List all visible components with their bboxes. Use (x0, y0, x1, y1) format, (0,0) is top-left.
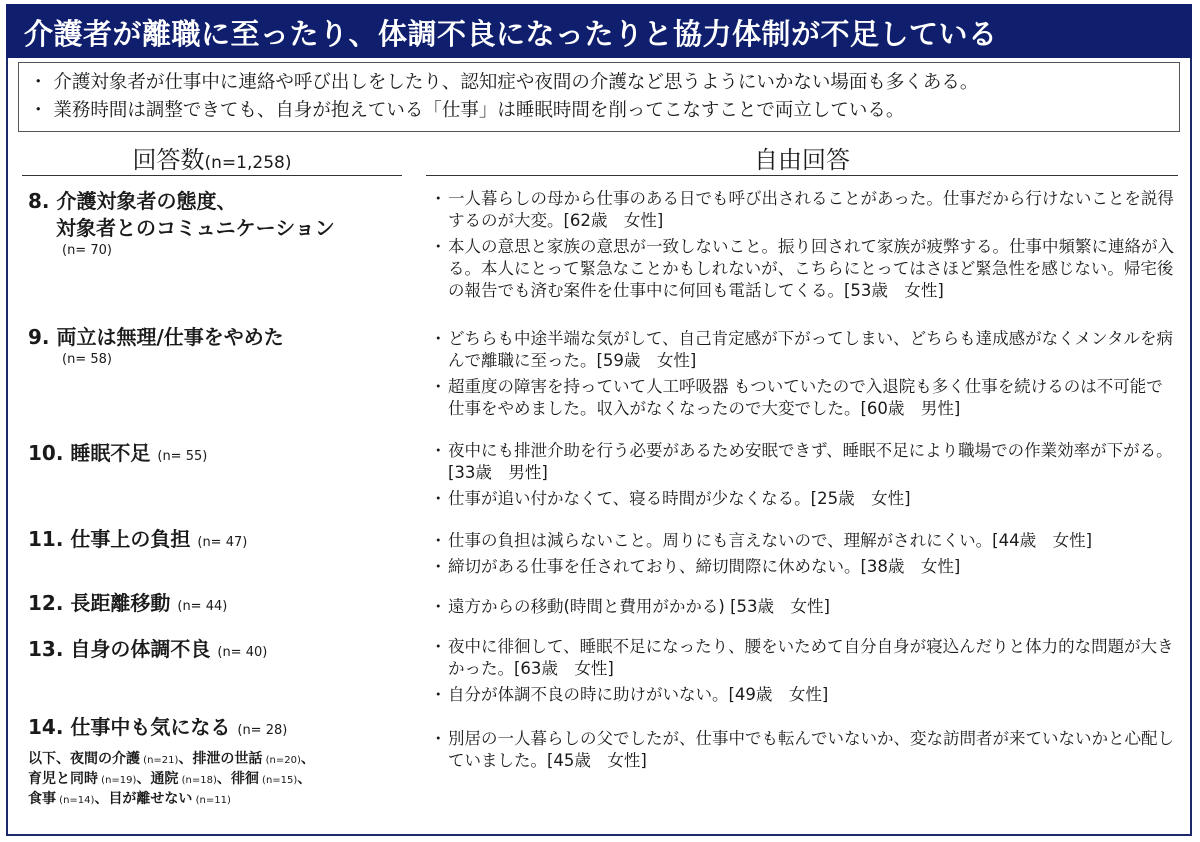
category-count: (n= 58) (62, 352, 112, 367)
other-category-count: (n=18) (178, 775, 217, 786)
other-category-count: (n=15) (258, 775, 298, 786)
category-13 (28, 636, 418, 666)
separator: 、 (178, 751, 193, 767)
answer-item: ・ 遠方からの移動(時間と費用がかかる) [53歳 女性] (432, 596, 1177, 618)
answer-item: ・ 夜中にも排泄介助を行う必要があるため安眠できず、睡眠不足により職場での作業効率が下がる。[33歳 男性] (432, 440, 1177, 484)
other-category-label: 目が離せない (108, 791, 193, 807)
category-title: 9. 両立は無理/仕事をやめた (28, 325, 284, 349)
summary-box (18, 62, 1180, 132)
summary-line: ・ 介護対象者が仕事中に連絡や呼び出しをしたり、認知症や夜間の介護など思うようにいかない場面も多くある。 (29, 72, 979, 93)
separator: 、 (300, 751, 315, 767)
answer-item: ・ 締切がある仕事を任されており、締切間際に休めない。[38歳 女性] (432, 556, 1177, 578)
separator: 、 (136, 771, 151, 787)
other-category-count: (n=14) (56, 795, 95, 806)
answer-item: ・ 本人の意思と家族の意思が一致しないこと。振り回されて家族が疲弊する。仕事中頻繁に連絡が入る。本人にとって緊急なことかもしれないが、こちらにとってはさほど緊急性を感じない。帰宅後の報告でも済む案件を仕事中に何回も電話してくる。[53歳 女性] (432, 236, 1177, 302)
category-title: 14. 仕事中も気になる (28, 715, 231, 739)
category-11 (28, 526, 418, 556)
answers-14 (432, 728, 1177, 776)
category-count: (n= 70) (62, 243, 112, 258)
left-header-label: 回答数 (132, 146, 205, 174)
category-title: 10. 睡眠不足 (28, 441, 151, 465)
left-header-count: (n=1,258) (204, 153, 292, 173)
other-category-label: 育児と同時 (28, 771, 98, 787)
separator: 、 (94, 791, 109, 807)
other-category-label: 以下、夜間の介護 (28, 751, 140, 767)
category-title: 8. 介護対象者の態度、 (28, 189, 237, 213)
answers-11 (432, 530, 1177, 582)
answer-item: ・ 別居の一人暮らしの父でしたが、仕事中でも転んでいないか、変な訪問者が来ていないかと心配していました。[45歳 女性] (432, 728, 1177, 772)
category-count: (n= 47) (197, 535, 248, 550)
separator: 、 (216, 771, 231, 787)
category-title: 13. 自身の体調不良 (28, 637, 211, 661)
category-10 (28, 440, 418, 470)
answers-10 (432, 440, 1177, 514)
other-category-label: 食事 (28, 791, 56, 807)
left-column-header (22, 140, 402, 176)
answer-item: ・ 仕事が追い付かなくて、寝る時間が少なくなる。[25歳 女性] (432, 488, 1177, 510)
category-title: 12. 長距離移動 (28, 591, 171, 615)
category-14 (28, 714, 418, 810)
answer-item: ・ 仕事の負担は減らないこと。周りにも言えないので、理解がされにくい。[44歳 女性] (432, 530, 1177, 552)
other-category-label: 排泄の世話 (192, 751, 263, 767)
other-category-count: (n=20) (262, 755, 301, 766)
other-category-count: (n=21) (140, 755, 179, 766)
category-9 (28, 324, 418, 369)
category-count: (n= 28) (237, 723, 288, 738)
category-title: 11. 仕事上の負担 (28, 527, 191, 551)
category-count: (n= 55) (157, 449, 208, 464)
category-8 (28, 188, 418, 260)
answer-item: ・ 夜中に徘徊して、睡眠不足になったり、腰をいためて自分自身が寝込んだりと体力的な問題が大きかった。[63歳 女性] (432, 636, 1177, 680)
category-count: (n= 44) (177, 599, 228, 614)
category-count: (n= 40) (217, 645, 268, 660)
other-category-count: (n=11) (192, 795, 231, 806)
other-category-label: 徘徊 (230, 771, 259, 787)
answer-item: ・ 自分が体調不良の時に助けがいない。[49歳 女性] (432, 684, 1177, 706)
answers-13 (432, 636, 1177, 710)
category-12 (28, 590, 418, 620)
answers-8 (432, 188, 1177, 306)
right-column-header (426, 140, 1178, 176)
category-title-line2: 対象者とのコミュニケーション (56, 216, 335, 240)
other-category-count: (n=19) (98, 775, 137, 786)
answers-9 (432, 328, 1177, 424)
separator: 、 (297, 771, 312, 787)
answer-item: ・ 超重度の障害を持っていて人工呼吸器 もついていたので入退院も多く仕事を続けるのは不可能で仕事をやめました。収入がなくなったので大変でした。[60歳 男性] (432, 376, 1177, 420)
answers-12 (432, 596, 1177, 622)
other-category-label: 通院 (150, 771, 179, 787)
right-header-label: 自由回答 (754, 146, 850, 174)
other-categories (28, 750, 418, 810)
summary-line: ・ 業務時間は調整できても、自身が抱えている「仕事」は睡眠時間を削ってこなすことで両立している。 (29, 100, 905, 121)
page-title: 介護者が離職に至ったり、体調不良になったりと協力体制が不足している (6, 4, 1192, 58)
answer-item: ・ どちらも中途半端な気がして、自己肯定感が下がってしまい、どちらも達成感がなくメンタルを病んで離職に至った。[59歳 女性] (432, 328, 1177, 372)
answer-item: ・ 一人暮らしの母から仕事のある日でも呼び出されることがあった。仕事だから行けないことを説得するのが大変。[62歳 女性] (432, 188, 1177, 232)
